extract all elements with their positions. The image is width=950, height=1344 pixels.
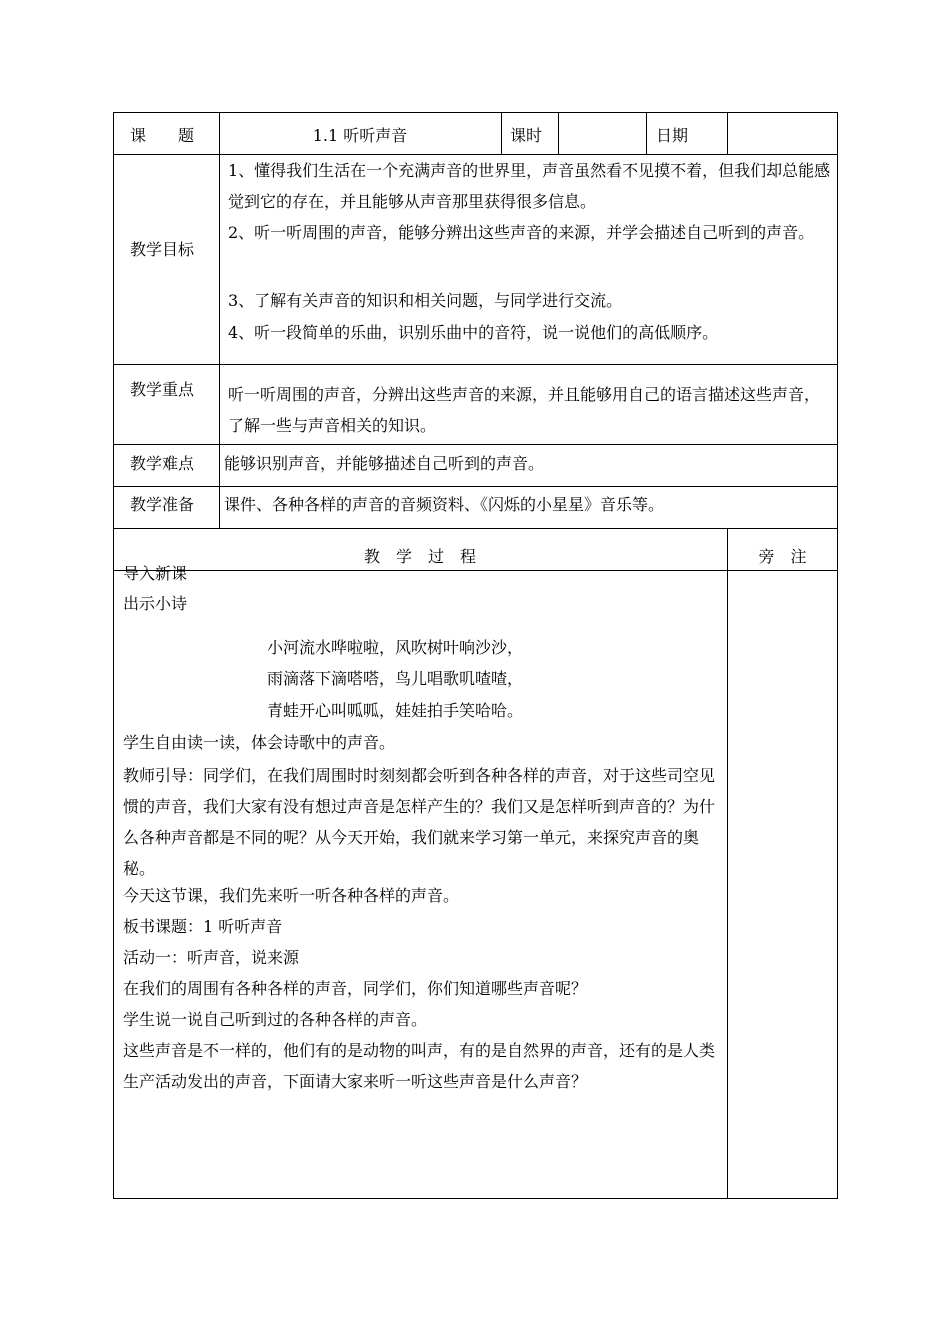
row-divider [113,444,838,445]
row-divider [113,570,838,571]
intro-line: 导入新课 [123,564,188,583]
header-column-divider [727,112,728,155]
preparation-text: 课件、各种各样的声音的音频资料、《闪烁的小星星》音乐等。 [224,495,665,514]
poem-line: 雨滴落下滴嗒嗒，鸟儿唱歌叽喳喳， [267,669,524,688]
objective-item: 3、了解有关声音的知识和相关问题，与同学进行交流。 [228,291,623,310]
date-label: 日期 [656,126,689,145]
process-line: 板书课题：1 听听声音 [123,917,283,936]
difficulties-text: 能够识别声音，并能够描述自己听到的声音。 [224,454,545,473]
header-column-divider [558,112,559,155]
notes-heading: 旁 注 [758,547,807,566]
read-line: 学生自由读一读，体会诗歌中的声音。 [123,733,396,752]
objective-item: 1、懂得我们生活在一个充满声音的世界里，声音虽然看不见摸不着，但我们却总能感觉到它的存在，并且能够从声音那里获得很多信息。 [228,161,831,211]
process-line: 学生说一说自己听到过的各种各样的声音。 [123,1010,428,1029]
poem-line: 青蛙开心叫呱呱，娃娃拍手笑哈哈。 [267,701,524,720]
header-column-divider [646,112,647,155]
objectives-label: 教学目标 [130,240,195,259]
row-divider [113,364,838,365]
process-heading: 教 学 过 程 [363,547,476,566]
key-points-label: 教学重点 [130,380,195,399]
objective-item: 4、听一段简单的乐曲，识别乐曲中的音符，说一说他们的高低顺序。 [228,323,719,342]
objective-item: 2、听一听周围的声音，能够分辨出这些声音的来源，并学会描述自己听到的声音。 [228,223,815,242]
intro-line: 出示小诗 [123,594,188,613]
topic-value: 1.1 听听声音 [312,126,408,145]
notes-column-divider [727,528,728,1199]
period-label: 课时 [510,126,543,145]
topic-label: 课 题 [130,126,195,145]
teacher-guide: 教师引导：同学们，在我们周围时时刻刻都会听到各种各样的声音，对于这些司空见惯的声音，我们大家有没有想过声音是怎样产生的？我们又是怎样听到声音的？为什么各种声音都是不同的呢？从今天开始，我们就来学习第一单元，来探究声音的奥秘。 [123,766,716,878]
process-line: 活动一：听声音，说来源 [123,948,300,967]
label-column-divider [219,112,220,529]
process-line: 在我们的周围有各种各样的声音，同学们，你们知道哪些声音呢？ [123,979,588,998]
closing-paragraph: 这些声音是不一样的，他们有的是动物的叫声，有的是自然界的声音，还有的是人类生产活动发出的声音，下面请大家来听一听这些声音是什么声音？ [123,1041,716,1091]
row-divider [113,528,838,529]
row-divider [113,486,838,487]
header-column-divider [501,112,502,155]
key-points-text: 听一听周围的声音，分辨出这些声音的来源，并且能够用自己的语言描述这些声音，了解一些与声音相关的知识。 [228,385,821,435]
difficulties-label: 教学难点 [130,454,195,473]
poem-line: 小河流水哗啦啦，风吹树叶响沙沙， [267,638,524,657]
process-line: 今天这节课，我们先来听一听各种各样的声音。 [123,886,460,905]
preparation-label: 教学准备 [130,495,195,514]
